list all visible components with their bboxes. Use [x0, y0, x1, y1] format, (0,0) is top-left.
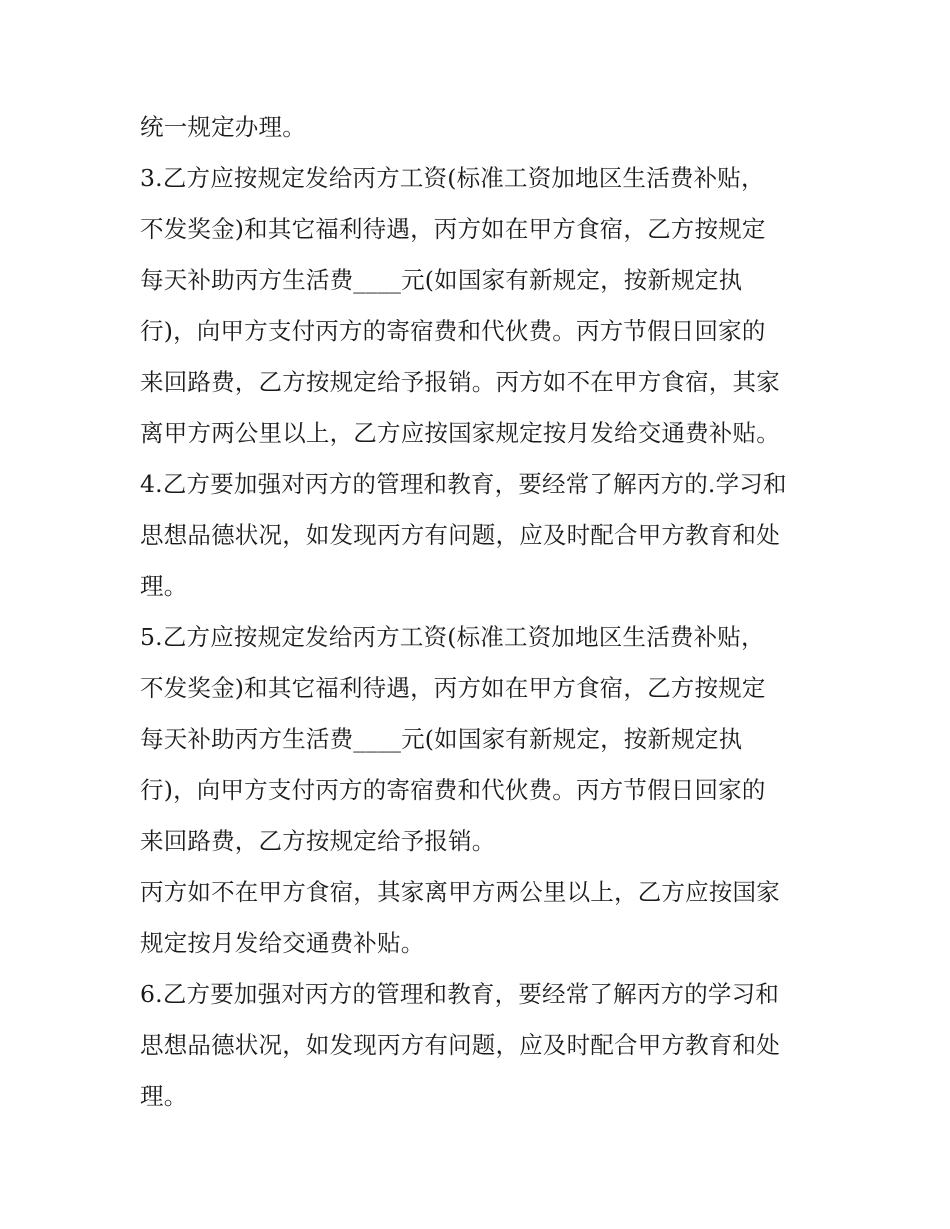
text-line: 3.乙方应按规定发给丙方工资(标准工资加地区生活费补贴，: [140, 164, 765, 192]
text-line: 不发奖金)和其它福利待遇，丙方如在甲方食宿，乙方按规定: [140, 215, 766, 243]
text-line: 理。: [140, 1082, 188, 1110]
text-line: 思想品德状况，如发现丙方有问题，应及时配合甲方教育和处: [140, 1031, 780, 1059]
text-line: 5.乙方应按规定发给丙方工资(标准工资加地区生活费补贴，: [140, 623, 765, 651]
document-body: [140, 102, 820, 1122]
text-line: 离甲方两公里以上，乙方应按国家规定按月发给交通费补贴。: [140, 419, 780, 447]
text-line: 4.乙方要加强对丙方的管理和教育，要经常了解丙方的.学习和: [140, 470, 787, 498]
text-line: 规定按月发给交通费补贴。: [140, 929, 425, 957]
text-line: 来回路费，乙方按规定给予报销。丙方如不在甲方食宿，其家: [140, 368, 780, 396]
text-line: 不发奖金)和其它福利待遇，丙方如在甲方食宿，乙方按规定: [140, 674, 766, 702]
text-line: 行)，向甲方支付丙方的寄宿费和代伙费。丙方节假日回家的: [140, 776, 766, 804]
text-line: 统一规定办理。: [140, 113, 306, 141]
text-line: 每天补助丙方生活费____元(如国家有新规定，按新规定执: [140, 725, 743, 753]
text-line: 来回路费，乙方按规定给予报销。: [140, 827, 496, 855]
text-line: 6.乙方要加强对丙方的管理和教育，要经常了解丙方的学习和: [140, 980, 780, 1008]
text-line: 行)，向甲方支付丙方的寄宿费和代伙费。丙方节假日回家的: [140, 317, 766, 345]
text-line: 丙方如不在甲方食宿，其家离甲方两公里以上，乙方应按国家: [140, 878, 780, 906]
text-line: 思想品德状况，如发现丙方有问题，应及时配合甲方教育和处: [140, 521, 780, 549]
text-line: 每天补助丙方生活费____元(如国家有新规定，按新规定执: [140, 266, 743, 294]
text-line: 理。: [140, 572, 188, 600]
